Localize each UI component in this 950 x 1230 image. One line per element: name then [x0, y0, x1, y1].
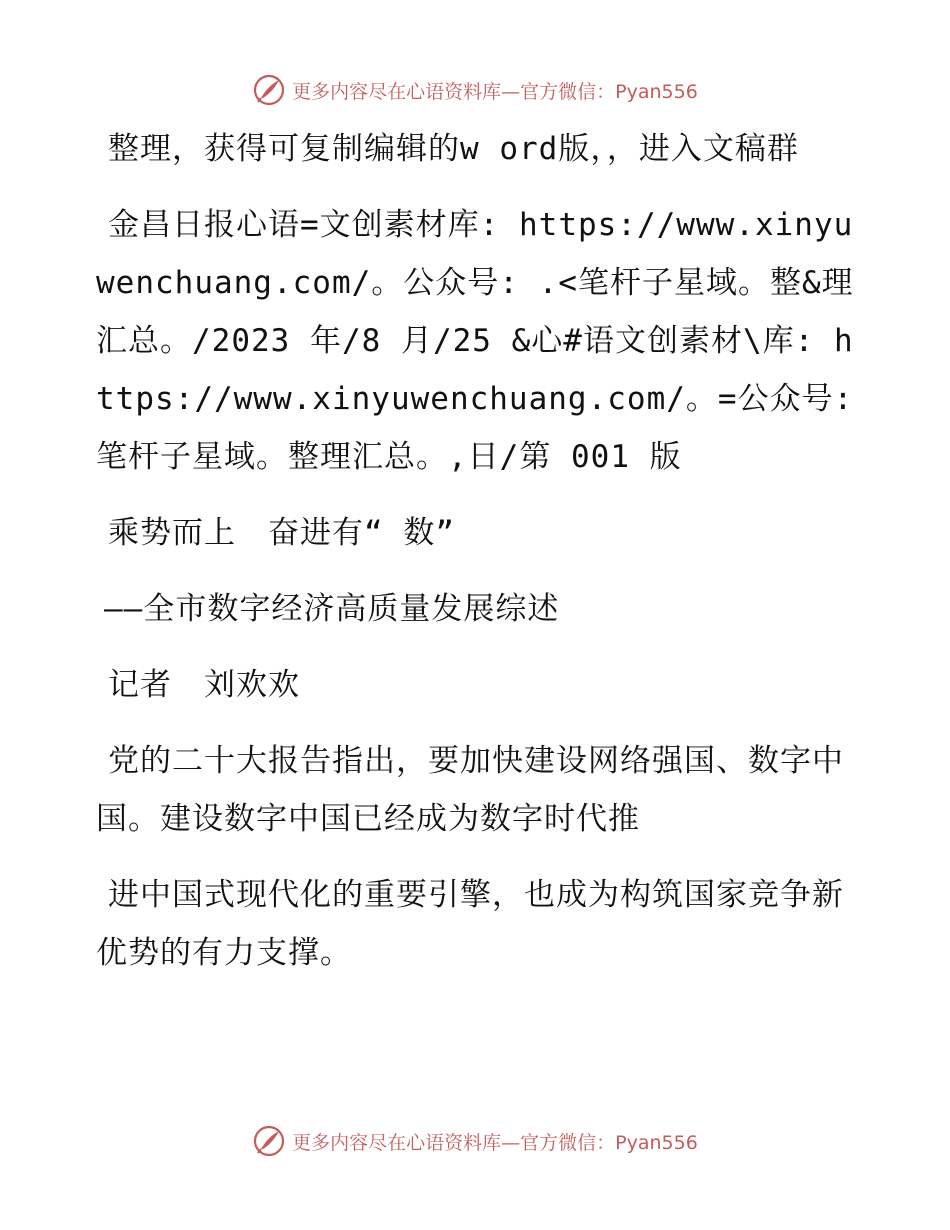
watermark-wechat: 官方微信：Pyan556 [520, 80, 698, 103]
watermark-text [292, 77, 698, 104]
paragraph-body-1: 党的二十大报告指出，要加快建设网络强国、数字中国。建设数字中国已经成为数字时代推 [96, 743, 844, 837]
feather-pen-logo-icon [252, 73, 286, 107]
document-body [96, 120, 873, 1000]
watermark-main: 更多内容尽在心语资料库 [292, 80, 502, 103]
article-subtitle: ——全市数字经济高质量发展综述 [104, 591, 560, 627]
paragraph-body-2: 进中国式现代化的重要引擎，也成为构筑国家竞争新优势的有力支撑。 [96, 877, 844, 971]
footer-watermark [0, 1124, 950, 1158]
article-byline: 记者 刘欢欢 [108, 667, 300, 703]
watermark-separator: — [501, 1131, 521, 1154]
watermark-wechat: 官方微信：Pyan556 [520, 1131, 698, 1154]
feather-pen-logo-icon [252, 1124, 286, 1158]
article-title: 乘势而上 奋进有“ 数” [108, 515, 455, 551]
header-watermark [0, 73, 950, 107]
watermark-separator: — [501, 80, 521, 103]
watermark-main: 更多内容尽在心语资料库 [292, 1131, 502, 1154]
watermark-text [292, 1128, 698, 1155]
paragraph-source: 金昌日报心语=文创素材库: https://www.xinyuwenchuang.com/。公众号: .<笔杆子星域。整&理汇总。/2023 年/8 月/25 &心#语文创素材\库: https://www.xinyuwenchuang.com/。=公众号: 笔杆子星域。整理汇总。,日/第 001 版 [96, 207, 873, 475]
paragraph-intro: 整理，获得可复制编辑的w ord版，，进入文稿群 [108, 131, 799, 167]
